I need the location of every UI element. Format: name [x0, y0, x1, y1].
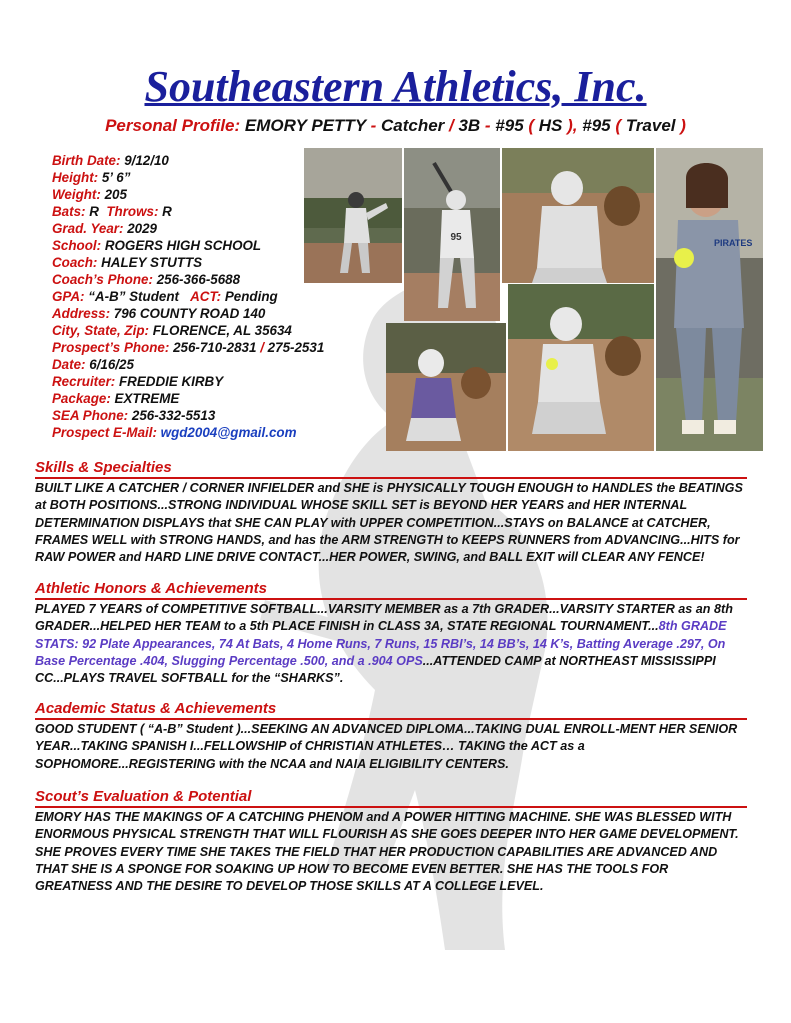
skills-heading: Skills & Specialties	[35, 459, 747, 479]
info-height: Height: 5’ 6”	[52, 170, 131, 185]
info-bats-throws: Bats: R Throws: R	[52, 204, 172, 219]
portrait-jersey-text: PIRATES	[714, 238, 753, 248]
info-prospect-phone: Prospect’s Phone: 256-710-2831 / 275-2531	[52, 340, 325, 355]
info-weight: Weight: 205	[52, 187, 127, 202]
separator: ),	[562, 116, 583, 135]
honors-text: PLAYED 7 YEARS of COMPETITIVE SOFTBALL...VARSITY MEMBER as a 7th GRADER...VARSITY STARTER as an 8th GRADER...HELPED HER TEAM to a 5th PLACE FINISH in CLASS 3A, STATE REGIONAL TOURNAMENT...8th GRADE STATS: 92 Plate Appearances, 74 At Bats, 4 Home Runs, 7 Runs, 15 RBI’s, 14 BB’s, 14 K’s, Batting Average .297, On Base Percentage .404, Slugging Percentage .500, and a .904 OPS...ATTENDED CAMP at NORTHEAST MISSISSIPPI CC...PLAYS TRAVEL SOFTBALL for the “SHARKS”.	[35, 602, 733, 686]
profile-label: Personal Profile:	[105, 116, 241, 135]
skills-text: BUILT LIKE A CATCHER / CORNER INFIELDER and SHE is PHYSICALLY TOUGH ENOUGH to HANDLES the BEATINGS at BOTH POSITIONS...STRONG INDIVIDUAL WHOSE SKILL SET is BEYOND HER YEARS and HER INTERNAL DETERMINATION DISPLAYS that SHE CAN PLAY with UPPER COMPETITION...STAYS on BALANCE at CATCHER, FRAMES WELL with STRONG HANDS, and has the ARM STRENGTH to KEEPS RUNNERS from ADVANCING...HITS for RAW POWER and HARD LINE DRIVE CONTACT...HER POWER, SWING, and BALL EXIT will CLEAR ANY FENCE!	[35, 481, 743, 565]
prospect-email-link[interactable]: wgd2004@gmail.com	[160, 425, 297, 440]
info-coach-phone: Coach’s Phone: 256-366-5688	[52, 272, 241, 287]
photo-catcher-throwing	[304, 148, 402, 283]
batter-jersey-number: 95	[450, 232, 462, 243]
info-grad-year: Grad. Year: 2029	[52, 221, 157, 236]
academic-heading: Academic Status & Achievements	[35, 700, 747, 720]
jersey-number-travel: #95	[582, 116, 611, 135]
separator: (	[523, 116, 539, 135]
info-package: Package: EXTREME	[52, 391, 180, 406]
team-hs: HS	[538, 116, 563, 135]
photo-catcher-crouch-right	[508, 284, 654, 451]
info-city-state-zip: City, State, Zip: FLORENCE, AL 35634	[52, 323, 292, 338]
info-address: Address: 796 COUNTY ROAD 140	[52, 306, 266, 321]
page-title: Southeastern Athletics, Inc.	[144, 62, 647, 111]
jersey-number-hs: #95	[495, 116, 524, 135]
academic-text: GOOD STUDENT ( “A-B” Student )...SEEKING AN ADVANCED DIPLOMA...TAKING DUAL ENROLL-MENT HER SENIOR YEAR...TAKING SPANISH I...FELLOWSHIP of CHRISTIAN ATHLETES… TAKING the ACT as a SOPHOMORE...REGISTERING with the NCAA and NAIA ELIGIBILITY CENTERS.	[35, 722, 738, 771]
separator: -	[480, 116, 496, 135]
photo-catcher-glove-up	[502, 148, 654, 283]
honors-section	[35, 580, 747, 687]
personal-profile-line	[0, 116, 791, 136]
info-date: Date: 6/16/25	[52, 357, 134, 372]
team-travel: Travel	[625, 116, 676, 135]
player-name: EMORY PETTY	[244, 116, 366, 135]
separator: )	[675, 116, 686, 135]
separator: -	[365, 116, 381, 135]
photo-batter-stance	[404, 148, 500, 321]
honors-heading: Athletic Honors & Achievements	[35, 580, 747, 600]
scout-text: EMORY HAS THE MAKINGS OF A CATCHING PHENOM and A POWER HITTING MACHINE. SHE WAS BLESSED WITH ENORMOUS PHYSICAL STRENGTH THAT WILL FLOURISH AS SHE GOES DEEPER INTO HER GAME DEVELOPMENT. SHE PROVES EVERY TIME SHE TAKES THE FIELD THAT HER PRODUCTION CAPABILITIES ARE ADVANCED AND THAT SHE IS A SPONGE FOR SOAKING UP HOW TO BECOME EVEN BETTER. SHE HAS THE TOOLS FOR GREATNESS AND THE DESIRE TO DEVELOP THOSE SKILLS AT A COLLEGE LEVEL.	[35, 810, 739, 894]
position-primary: Catcher	[380, 116, 445, 135]
academic-section	[35, 700, 747, 773]
info-gpa-act: GPA: “A-B” Student ACT: Pending	[52, 289, 278, 304]
info-sea-phone: SEA Phone: 256-332-5513	[52, 408, 216, 423]
grade-stats: 8th GRADE STATS: 92 Plate Appearances, 74 At Bats, 4 Home Runs, 7 Runs, 15 RBI’s, 14 BB’s, 14 K’s, Batting Average .297, On Base Percentage .404, Slugging Percentage .500, and a .904 OPS	[35, 619, 727, 668]
photo-catcher-crouch-left	[386, 323, 506, 451]
info-coach: Coach: HALEY STUTTS	[52, 255, 203, 270]
photo-player-portrait	[656, 148, 763, 451]
scout-heading: Scout’s Evaluation & Potential	[35, 788, 747, 808]
scout-section	[35, 788, 747, 895]
separator: (	[610, 116, 626, 135]
skills-section	[35, 459, 747, 566]
info-birth-date: Birth Date: 9/12/10	[52, 153, 169, 168]
info-school: School: ROGERS HIGH SCHOOL	[52, 238, 262, 253]
info-prospect-email: Prospect E-Mail: wgd2004@gmail.com	[52, 425, 297, 440]
info-recruiter: Recruiter: FREDDIE KIRBY	[52, 374, 224, 389]
position-secondary: 3B	[458, 116, 481, 135]
separator: /	[444, 116, 459, 135]
